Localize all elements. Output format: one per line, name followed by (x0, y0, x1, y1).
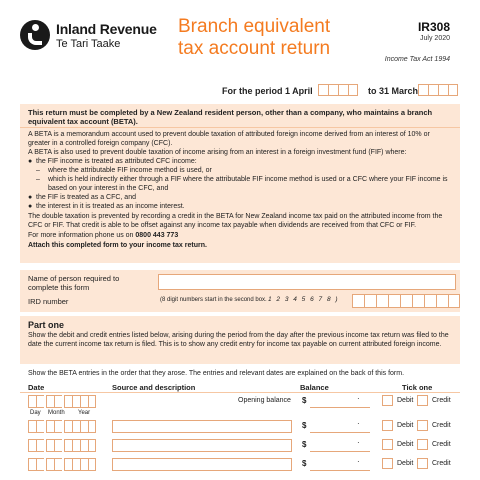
info-heading: This return must be completed by a New Zealand resident person, other than a company, who maintains a branch equivalent tax account (BETA). (28, 108, 433, 126)
period-end-year[interactable] (418, 84, 458, 96)
dash-2: which is held indirectly either through a FIF where the attributable FIF income method is used or a CFC where your FIF income is based on your interest in the CFC, and (48, 176, 448, 192)
ird-label: IRD number (28, 297, 69, 306)
logo-dot (32, 24, 39, 31)
month-label: Month (48, 410, 65, 416)
balance-field[interactable] (310, 439, 370, 452)
dash-1: where the attributable FIF income method is used, or (48, 167, 212, 174)
debit-checkbox[interactable] (382, 420, 393, 431)
date-field[interactable] (28, 458, 96, 471)
bullet-icon: ● (28, 203, 33, 210)
date-field[interactable] (28, 395, 96, 408)
credit-label: Credit (432, 422, 451, 429)
opening-balance-label: Opening balance (238, 397, 291, 404)
part-one-description: Show the debit and credit entries listed below, arising during the period from the day after the previous income tax return was filed to the date the current income tax return is filed. This is to show any credit entry for income tax payable on current attributed foreign income. (28, 332, 449, 348)
debit-label: Debit (397, 441, 414, 448)
org-maori-name: Te Tari Taake (56, 38, 121, 50)
name-field[interactable] (158, 274, 456, 290)
dollar-sign: $ (302, 396, 307, 405)
table-row (20, 418, 460, 437)
name-label: Name of person required to complete this form (28, 274, 120, 292)
ird-note: (8 digit numbers start in the second box. (160, 297, 267, 303)
debit-checkbox[interactable] (382, 439, 393, 450)
col-date: Date (28, 383, 45, 392)
col-balance: Balance (300, 383, 329, 392)
bullet-2: the FIF is treated as a CFC, and (36, 194, 136, 201)
ird-number-field[interactable] (352, 294, 460, 308)
form-date: July 2020 (420, 35, 450, 42)
ird-example: 1 2 3 4 5 6 7 8 ) (268, 296, 340, 303)
balance-field[interactable] (310, 420, 370, 433)
logo-stem (28, 33, 42, 45)
source-description-field[interactable] (112, 458, 292, 471)
debit-checkbox[interactable] (382, 395, 393, 406)
cents-separator: · (357, 438, 360, 447)
cents-separator: · (357, 457, 360, 466)
table-row (20, 437, 460, 456)
balance-field[interactable] (310, 458, 370, 471)
credit-label: Credit (432, 397, 451, 404)
debit-checkbox[interactable] (382, 458, 393, 469)
bullet-icon: ● (28, 194, 33, 201)
dollar-sign: $ (302, 440, 307, 449)
info-paragraph-3: The double taxation is prevented by recording a credit in the BETA for New Zealand income tax paid on the attributed income from the CFC or FIF. That credit is able to be offset against any income tax payable when dividends are received from that CFC or FIF. (28, 213, 443, 229)
dash-icon: – (36, 167, 40, 174)
info-paragraph-2: A BETA is also used to prevent double taxation of income arising from an interest in a foreign investment fund (FIF) where: (28, 149, 407, 156)
dash-icon: – (36, 176, 40, 183)
period-end-label: to 31 March (368, 86, 419, 96)
date-field[interactable] (28, 439, 96, 452)
form-code: IR308 (417, 20, 450, 34)
period-start-label: For the period 1 April (222, 86, 313, 96)
act-reference: Income Tax Act 1994 (384, 56, 450, 63)
dollar-sign: $ (302, 421, 307, 430)
period-start-year[interactable] (318, 84, 358, 96)
bullet-icon: ● (28, 158, 33, 165)
table-row (20, 456, 460, 475)
credit-checkbox[interactable] (417, 439, 428, 450)
day-label: Day (30, 410, 41, 416)
debit-label: Debit (397, 397, 414, 404)
divider (20, 127, 460, 128)
credit-label: Credit (432, 441, 451, 448)
col-source: Source and description (112, 383, 196, 392)
info-paragraph-1: A BETA is a memorandum account used to prevent double taxation of attributed foreign income derived from an interest of 10% or greater in a controlled foreign company (CFC). (28, 131, 430, 147)
bullet-3: the interest in it is treated as an income interest. (36, 203, 185, 210)
title-line-1: Branch equivalent (178, 16, 331, 37)
credit-checkbox[interactable] (417, 420, 428, 431)
source-description-field[interactable] (112, 439, 292, 452)
debit-label: Debit (397, 422, 414, 429)
debit-label: Debit (397, 460, 414, 467)
col-tick: Tick one (402, 383, 433, 392)
attach-instruction: Attach this completed form to your income tax return. (28, 242, 207, 249)
credit-label: Credit (432, 460, 451, 467)
bullet-1: the FIF income is treated as attributed CFC income: (36, 158, 197, 165)
info-paragraph-4 (28, 232, 452, 241)
phone-number: 0800 443 773 (135, 232, 179, 239)
cents-separator: · (357, 419, 360, 428)
show-instruction: Show the BETA entries in the order that they arose. The entries and relevant dates are explained on the back of this form. (28, 370, 405, 377)
title-line-2: tax account return (178, 38, 331, 59)
form-title (178, 16, 330, 60)
org-name: Inland Revenue (56, 21, 157, 37)
cents-separator: · (357, 394, 360, 403)
source-description-field[interactable] (112, 420, 292, 433)
part-one-title: Part one (28, 320, 65, 330)
dollar-sign: $ (302, 459, 307, 468)
balance-field[interactable] (310, 395, 370, 408)
phone-prefix: For more information phone us on (28, 232, 136, 239)
credit-checkbox[interactable] (417, 395, 428, 406)
year-label: Year (78, 410, 91, 416)
credit-checkbox[interactable] (417, 458, 428, 469)
date-field[interactable] (28, 420, 96, 433)
